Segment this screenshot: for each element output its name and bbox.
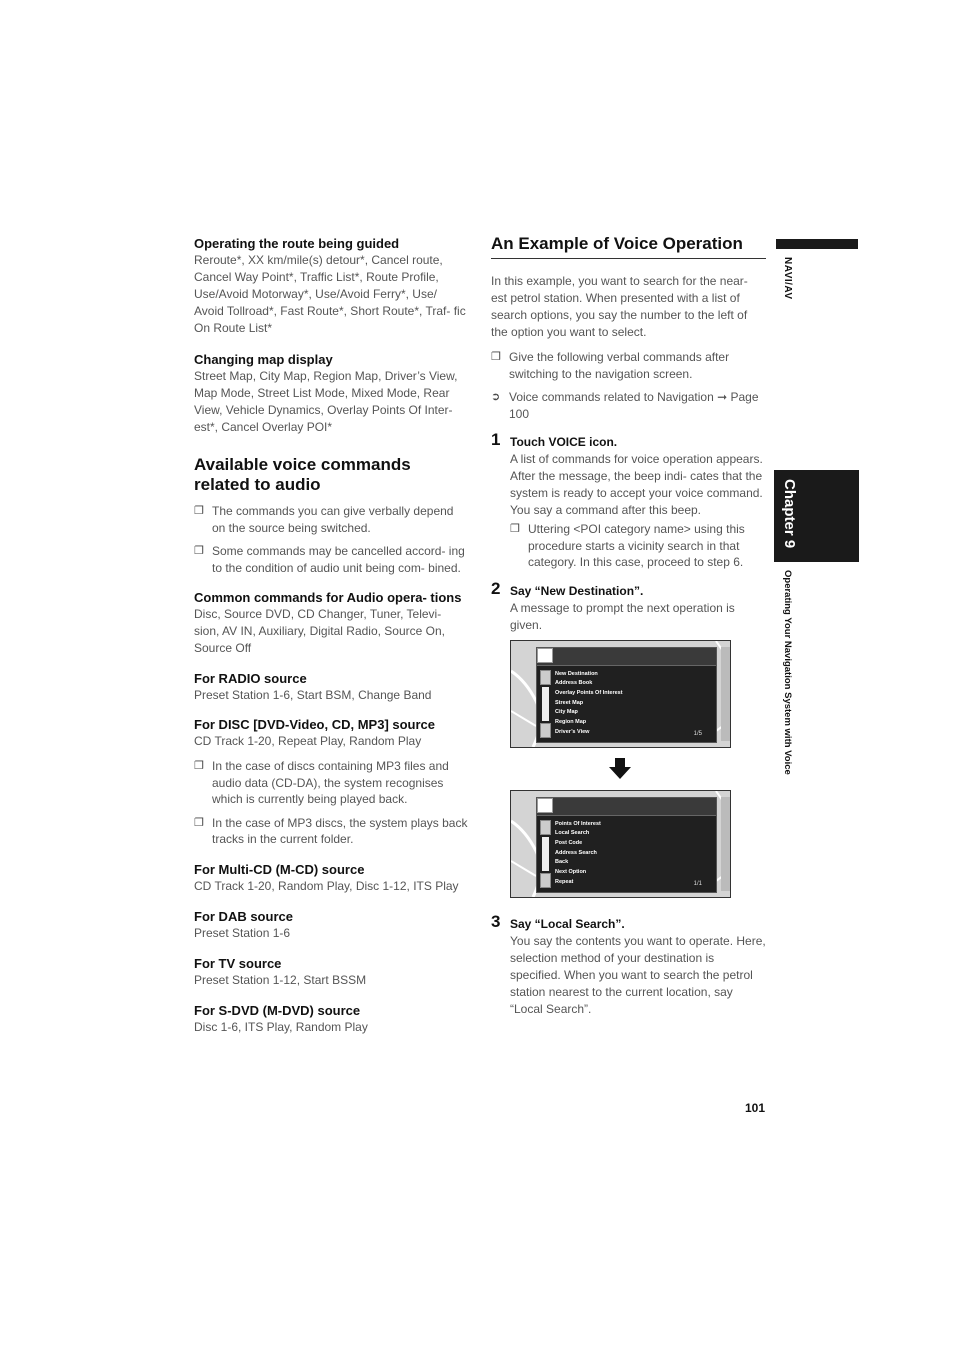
page-number: 101 — [745, 1101, 766, 1115]
nav-screenshot-2 — [510, 790, 731, 898]
page-indicator: 1/5 — [693, 730, 702, 737]
section-body: Street Map, City Map, Region Map, Driver’s View, Map Mode, Street List Mode, Mixed Mode, Rear View, Vehicle Dynamics, Overlay Points Of Inter- est*, Cancel Overlay POI* — [194, 369, 458, 434]
list-item[interactable]: Region Map — [555, 719, 587, 726]
intro-text: In this example, you want to search for the near- est petrol station. When presented with a list of search options, you say the number to the left of the option you want to select. — [491, 274, 748, 339]
voice-menu-panel — [536, 797, 717, 893]
step-title: Say “Local Search”. — [510, 916, 625, 931]
note-bullet: ❐ Some commands may be cancelled accord- ing to the condition of audio unit being com- bined. — [194, 544, 465, 575]
section-title: For S-DVD (M-DVD) source — [194, 1002, 361, 1018]
section-title: For TV source — [194, 955, 282, 971]
note-bullet: ❐ Give the following verbal commands after switching to the navigation screen. — [491, 350, 730, 381]
scroll-up-button[interactable] — [540, 670, 551, 685]
panel-header — [537, 798, 716, 816]
down-arrow-icon — [510, 756, 729, 782]
step-title: Say “New Destination”. — [510, 583, 644, 598]
section-body: CD Track 1-20, Repeat Play, Random Play — [194, 734, 422, 748]
step-number: 1 — [491, 430, 501, 449]
list-item[interactable]: New Destination — [555, 670, 598, 677]
list-item[interactable]: Street Map — [555, 699, 584, 706]
checkbox-glyph-icon: ❐ — [194, 760, 204, 772]
section-title: Operating the route being guided — [194, 236, 400, 251]
chapter-label: Chapter 9 — [781, 479, 798, 549]
command-list — [555, 670, 623, 738]
chapter-title: Operating Your Navigation System with Voice — [782, 570, 793, 775]
section-body: Reroute*, XX km/mile(s) detour*, Cancel route, Cancel Way Point*, Traffic List*, Route Profile, Use/Avoid Motorway*, Use/Avoid Ferry*, Use/ Avoid Tollroad*, Fast Route*, Short Route*, Traf- fic On Route List* — [194, 253, 466, 335]
note-bullet: ❐ In the case of discs containing MP3 files and audio data (CD-DA), the system recognises which is currently being played back. — [194, 759, 449, 806]
list-item[interactable]: Back — [555, 859, 569, 866]
section-title: Common commands for Audio opera- tions — [194, 590, 462, 605]
scroll-down-button[interactable] — [540, 873, 551, 888]
checkbox-glyph-icon: ❐ — [194, 816, 204, 829]
section-title: Changing map display — [194, 352, 333, 367]
panel-header — [537, 648, 716, 666]
section-body: CD Track 1-20, Random Play, Disc 1-12, ITS Play — [194, 878, 459, 893]
list-item[interactable]: Address Search — [555, 849, 597, 856]
scrollbar[interactable] — [540, 670, 551, 738]
list-item[interactable]: Overlay Points Of Interest — [555, 689, 623, 696]
list-item[interactable]: Local Search — [555, 830, 590, 837]
navi-av-label-wrap — [782, 257, 796, 317]
section-title: For RADIO source — [194, 671, 307, 686]
side-tab — [721, 647, 731, 741]
list-item[interactable]: Next Option — [555, 869, 587, 876]
checkbox-glyph-icon: ❐ — [510, 523, 520, 535]
side-tab — [721, 797, 731, 891]
checkbox-glyph-icon: ❐ — [194, 545, 204, 557]
chapter-title-wrap — [782, 570, 796, 820]
list-item[interactable]: Driver’s View — [555, 728, 590, 735]
step-body: A list of commands for voice operation appears. After the message, the beep indi- cates that the system is ready to accept your voice command. You say a command after this beep. — [510, 452, 763, 517]
step-number: 2 — [491, 578, 501, 598]
left-column — [194, 233, 469, 1036]
step-number: 3 — [491, 911, 501, 931]
step-3 — [491, 911, 766, 1018]
checkbox-glyph-icon: ❐ — [491, 351, 501, 363]
navi-av-label: NAVI/AV — [782, 257, 793, 300]
checkbox-glyph-icon: ❐ — [194, 505, 204, 517]
section-title: For DISC [DVD-Video, CD, MP3] source — [194, 717, 436, 732]
navi-av-bar — [776, 239, 858, 249]
voice-menu-panel — [536, 647, 717, 743]
note-bullet: ❐ In the case of MP3 discs, the system plays back tracks in the current folder. — [194, 815, 468, 846]
chapter-tab — [774, 470, 859, 562]
list-item[interactable]: Post Code — [555, 839, 583, 846]
page-indicator: 1/1 — [693, 880, 702, 887]
note-bullet: ❐ Uttering <POI category name> using this procedure starts a vicinity search in that category. In this case, proceed to step 6. — [510, 522, 745, 569]
list-item[interactable]: City Map — [555, 709, 578, 716]
scroll-track — [542, 687, 549, 721]
note-bullet: ❐ The commands you can give verbally depend on the source being switched. — [194, 504, 454, 535]
command-list — [555, 820, 601, 888]
heading-voice-example: An Example of Voice Operation — [491, 234, 766, 259]
section-title: For Multi-CD (M-CD) source — [194, 861, 365, 877]
section-body: Disc 1-6, ITS Play, Random Play — [194, 1019, 368, 1034]
reference-note: ➲ Voice commands related to Navigation ➞ Page 100 — [491, 390, 759, 421]
scroll-down-button[interactable] — [540, 723, 551, 738]
scroll-track — [542, 837, 549, 871]
voice-icon[interactable] — [537, 798, 553, 813]
step-2 — [491, 578, 766, 898]
list-item[interactable]: Repeat — [555, 878, 574, 885]
list-item[interactable]: Address Book — [555, 680, 593, 687]
reference-arrow-icon: ➲ — [491, 391, 501, 403]
right-column — [491, 233, 766, 1018]
section-body: Disc, Source DVD, CD Changer, Tuner, Televi- sion, AV IN, Auxiliary, Digital Radio, Source On, Source Off — [194, 607, 445, 655]
section-body: Preset Station 1-6 — [194, 925, 291, 940]
step-title: Touch VOICE icon. — [510, 435, 618, 449]
section-body: Preset Station 1-6, Start BSM, Change Band — [194, 688, 432, 702]
step-body: A message to prompt the next operation is given. — [510, 600, 735, 632]
nav-screenshot-1 — [510, 640, 731, 748]
step-1 — [491, 430, 766, 571]
scroll-up-button[interactable] — [540, 820, 551, 835]
voice-icon[interactable] — [537, 648, 553, 663]
step-body: You say the contents you want to operate. Here, selection method of your destination is specified. When you want to search the petrol station nearest to the current location, say “Local Search”. — [510, 933, 766, 1016]
list-item[interactable]: Points Of Interest — [555, 820, 601, 827]
section-body: Preset Station 1-12, Start BSSM — [194, 972, 367, 987]
section-title: For DAB source — [194, 908, 293, 924]
heading-audio: Available voice commands related to audio — [194, 455, 411, 494]
scrollbar[interactable] — [540, 820, 551, 888]
